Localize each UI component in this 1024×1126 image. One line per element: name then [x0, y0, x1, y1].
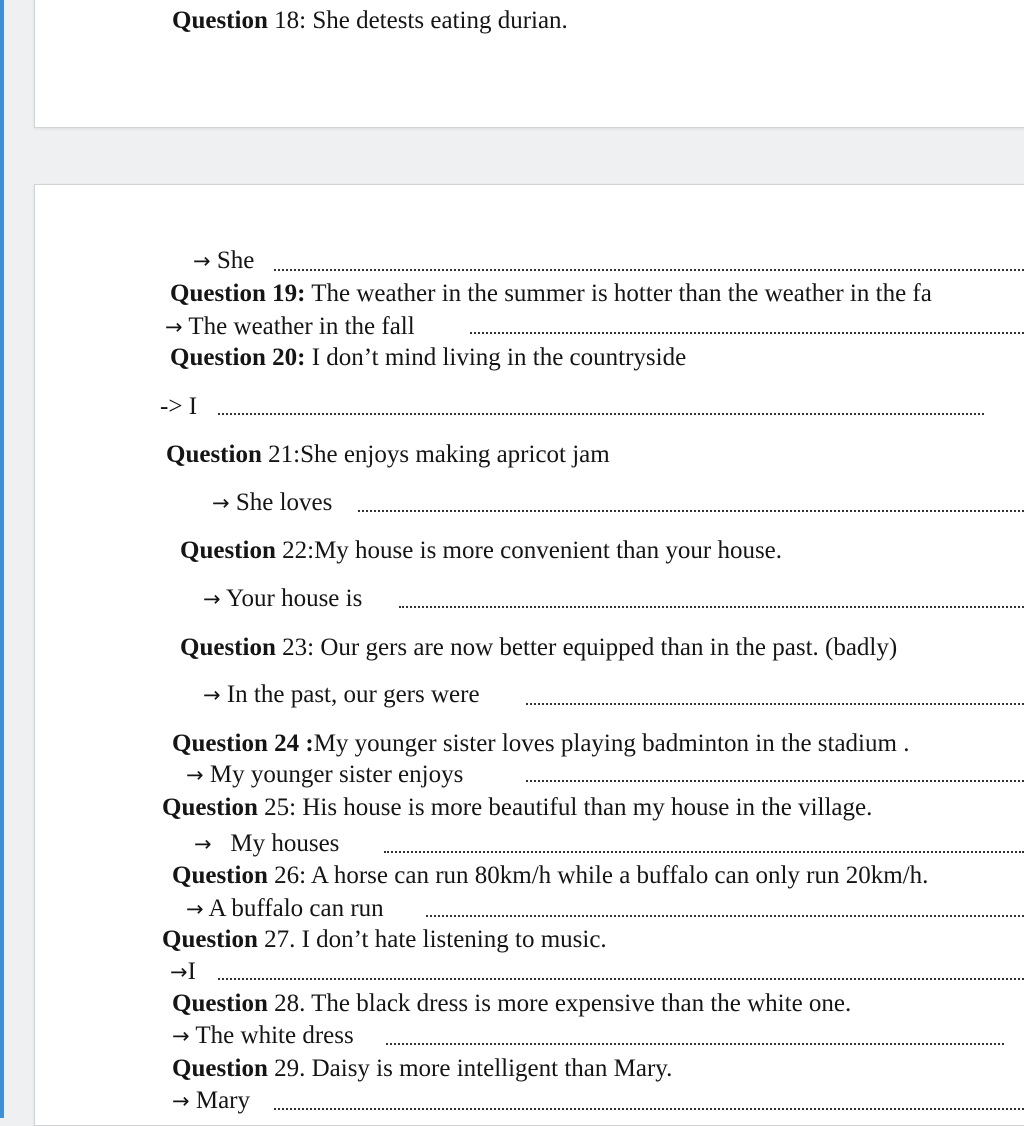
question-18	[172, 6, 568, 36]
answer-19	[165, 312, 415, 342]
answer-start: Mary	[189, 1087, 251, 1114]
arrow-icon: →	[203, 683, 221, 707]
question-text: His house is more beautiful than my house in the village.	[296, 794, 873, 821]
window-edge-accent	[0, 0, 4, 1118]
question-25	[162, 793, 872, 823]
question-label: Question	[172, 990, 268, 1017]
answer-25	[194, 829, 339, 859]
question-label: Question	[172, 7, 268, 34]
answer-blank[interactable]	[386, 1039, 1004, 1045]
answer-24	[186, 760, 463, 790]
answer-26	[186, 894, 384, 924]
question-26	[172, 861, 928, 891]
question-number: 25:	[264, 794, 297, 821]
answer-blank[interactable]	[399, 602, 1024, 608]
answer-18	[193, 246, 254, 276]
answer-27	[170, 957, 196, 987]
arrow-icon: →	[186, 763, 204, 787]
question-number: 21:	[268, 441, 301, 468]
question-text: I don’t mind living in the countryside	[305, 344, 687, 371]
answer-start: My younger sister enjoys	[209, 761, 464, 788]
answer-blank[interactable]	[526, 776, 1024, 782]
question-text: She detests eating durian.	[306, 7, 568, 34]
answer-start: I	[182, 393, 198, 420]
answer-blank[interactable]	[218, 409, 984, 415]
question-text: A horse can run 80km/h while a buffalo can only run 20km/h.	[306, 862, 929, 889]
question-29	[172, 1054, 672, 1084]
answer-blank[interactable]	[218, 974, 1024, 980]
question-21	[166, 440, 610, 470]
question-24	[172, 729, 909, 759]
answer-start: I	[187, 958, 196, 985]
answer-blank[interactable]	[470, 328, 1024, 334]
answer-start: The white dress	[189, 1022, 354, 1049]
answer-28	[172, 1021, 354, 1051]
question-label: Question	[180, 634, 276, 661]
answer-20	[160, 392, 197, 422]
question-27	[162, 925, 607, 955]
question-22	[180, 536, 782, 566]
question-text: The weather in the summer is hotter than the weather in the fa	[305, 280, 932, 307]
arrow-icon: →	[172, 1024, 190, 1048]
answer-start: Your house is	[225, 585, 363, 612]
answer-start: She loves	[235, 489, 333, 516]
arrow-icon: →	[212, 491, 230, 515]
answer-21	[212, 488, 332, 518]
arrow-icon: →	[194, 832, 212, 856]
question-label: Question	[162, 794, 258, 821]
answer-23	[203, 680, 480, 710]
question-number: 27.	[264, 926, 296, 953]
answer-blank[interactable]	[426, 911, 1024, 917]
question-23	[180, 633, 897, 663]
question-label: Question 24 :	[172, 730, 314, 757]
arrow-icon: →	[186, 897, 204, 921]
question-number: 29.	[274, 1055, 306, 1082]
question-19	[170, 279, 932, 309]
question-text: My house is more convenient than your house.	[314, 537, 783, 564]
question-text: She enjoys making apricot jam	[300, 441, 610, 468]
arrow-icon: →	[172, 1089, 190, 1113]
answer-blank[interactable]	[526, 699, 1024, 705]
answer-29	[172, 1086, 250, 1116]
arrow-icon: ->	[160, 393, 183, 420]
answer-start: A buffalo can run	[208, 895, 384, 922]
arrow-icon: →	[170, 960, 188, 984]
answer-start: She	[216, 247, 255, 274]
question-label: Question 20:	[170, 344, 306, 371]
question-number: 23:	[282, 634, 315, 661]
question-text: I don’t hate listening to music.	[295, 926, 607, 953]
arrow-icon: →	[203, 587, 221, 611]
question-text: Daisy is more intelligent than Mary.	[305, 1055, 673, 1082]
arrow-icon: →	[165, 315, 183, 339]
answer-22	[203, 584, 362, 614]
question-text: Our gers are now better equipped than in the past. (badly)	[314, 634, 898, 661]
question-20	[170, 343, 686, 373]
answer-blank[interactable]	[384, 847, 1024, 853]
answer-start: The weather in the fall	[182, 313, 415, 340]
question-text: My younger sister loves playing badminton in the stadium .	[313, 730, 910, 757]
arrow-icon: →	[193, 249, 211, 273]
question-label: Question	[162, 926, 258, 953]
answer-start: In the past, our gers were	[226, 681, 480, 708]
question-label: Question	[166, 441, 262, 468]
question-number: 22:	[282, 537, 315, 564]
question-label: Question 19:	[170, 280, 306, 307]
answer-start: My houses	[230, 830, 340, 857]
question-label: Question	[180, 537, 276, 564]
answer-blank[interactable]	[274, 1104, 1024, 1110]
question-text: The black dress is more expensive than the white one.	[305, 990, 852, 1017]
question-label: Question	[172, 1055, 268, 1082]
question-label: Question	[172, 862, 268, 889]
question-number: 26:	[274, 862, 307, 889]
question-number: 18:	[274, 7, 307, 34]
question-number: 28.	[274, 990, 306, 1017]
answer-blank[interactable]	[274, 265, 1024, 271]
answer-blank[interactable]	[358, 506, 1024, 512]
question-28	[172, 989, 851, 1019]
